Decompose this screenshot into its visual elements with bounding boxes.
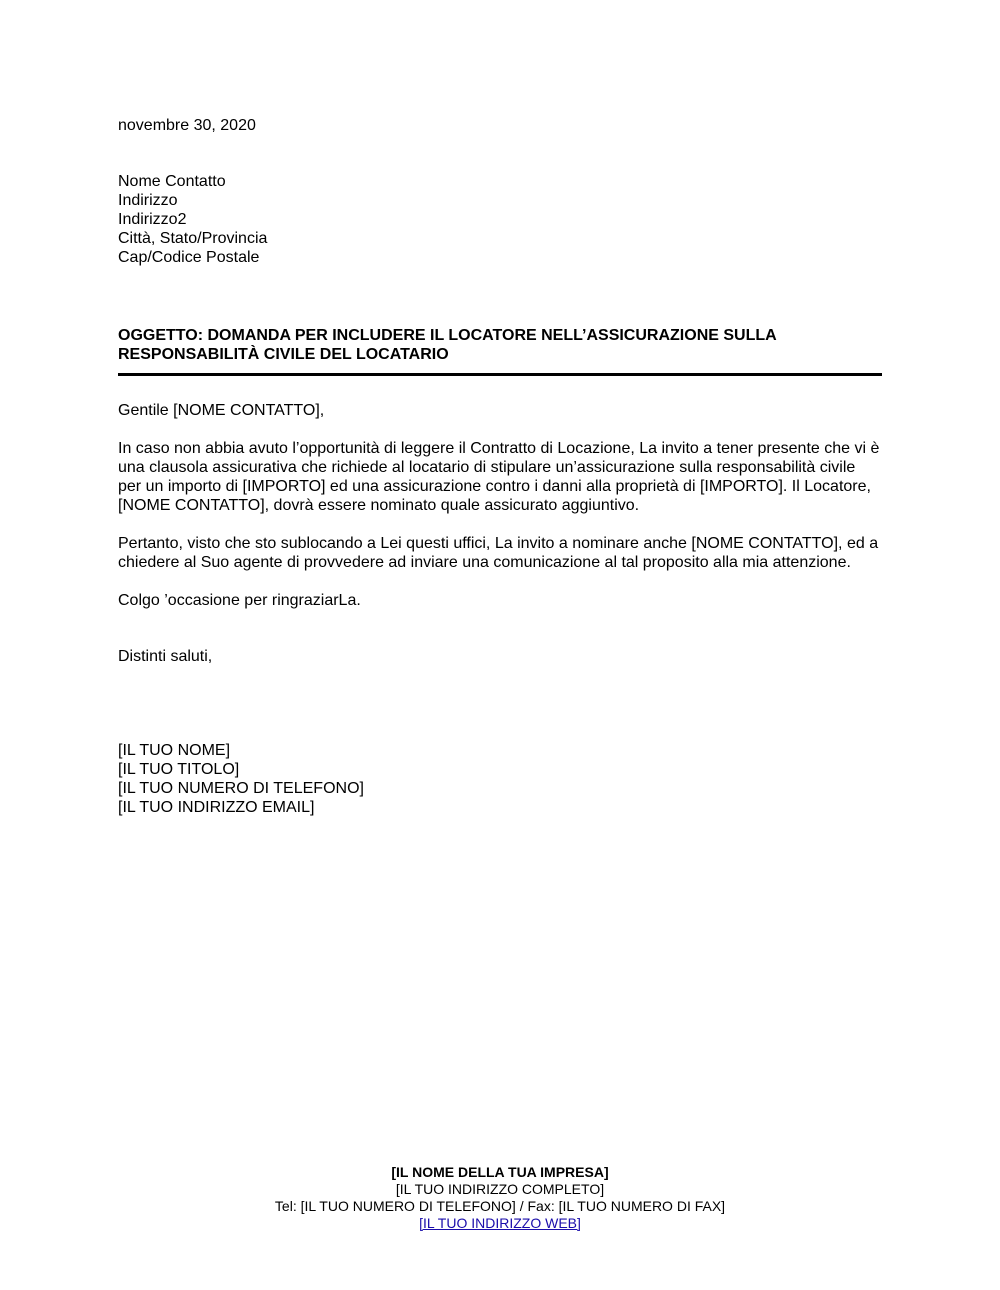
recipient-city-state: Città, Stato/Provincia	[118, 230, 268, 247]
recipient-postal: Cap/Codice Postale	[118, 249, 260, 266]
signature-block	[118, 741, 882, 817]
footer-contact: Tel: [IL TUO NUMERO DI TELEFONO] / Fax: [IL TUO NUMERO DI FAX]	[274, 1198, 726, 1214]
recipient-name: Nome Contatto	[118, 173, 226, 190]
subject-line-1: OGGETTO: DOMANDA PER INCLUDERE IL LOCATORE NELL’ASSICURAZIONE SULLA	[118, 327, 777, 344]
signature-title: [IL TUO TITOLO]	[118, 761, 240, 778]
signature-email: [IL TUO INDIRIZZO EMAIL]	[118, 799, 315, 816]
footer-web-link[interactable]: [IL TUO INDIRIZZO WEB]	[419, 1215, 581, 1231]
letter-date: novembre 30, 2020	[118, 117, 256, 134]
letterhead-footer	[0, 1164, 1000, 1232]
footer-address: [IL TUO INDIRIZZO COMPLETO]	[395, 1181, 605, 1197]
body-paragraph-1: In caso non abbia avuto l’opportunità di leggere il Contratto di Locazione, La invito a tener presente che vi è una clausola assicurativa che richiede al locatario di stipulare un’assicurazione sulla responsabilità civile per un importo di [IMPORTO] ed una assicurazione contro i danni alla proprietà di [IMPORTO]. Il Locatore, [NOME CONTATTO], dovrà essere nominato quale assicurato aggiuntivo.	[118, 440, 880, 514]
recipient-block	[118, 172, 882, 267]
recipient-address2: Indirizzo2	[118, 211, 187, 228]
signature-name: [IL TUO NOME]	[118, 742, 231, 759]
footer-company-name: [IL NOME DELLA TUA IMPRESA]	[391, 1164, 609, 1180]
signature-phone: [IL TUO NUMERO DI TELEFONO]	[118, 780, 364, 797]
subject-divider	[118, 373, 882, 376]
subject-line-2: RESPONSABILITÀ CIVILE DEL LOCATARIO	[118, 346, 449, 363]
closing: Distinti saluti,	[118, 648, 213, 665]
body-paragraph-3: Colgo ’occasione per ringraziarLa.	[118, 592, 361, 609]
body-paragraph-2: Pertanto, visto che sto sublocando a Lei questi uffici, La invito a nominare anche [NOME CONTATTO], ed a chiedere al Suo agente di provvedere ad inviare una comunicazione al tal proposito alla mia attenzione.	[118, 535, 879, 571]
subject-heading	[118, 326, 882, 364]
letter-body	[118, 116, 882, 817]
recipient-address1: Indirizzo	[118, 192, 178, 209]
salutation: Gentile [NOME CONTATTO],	[118, 402, 325, 419]
